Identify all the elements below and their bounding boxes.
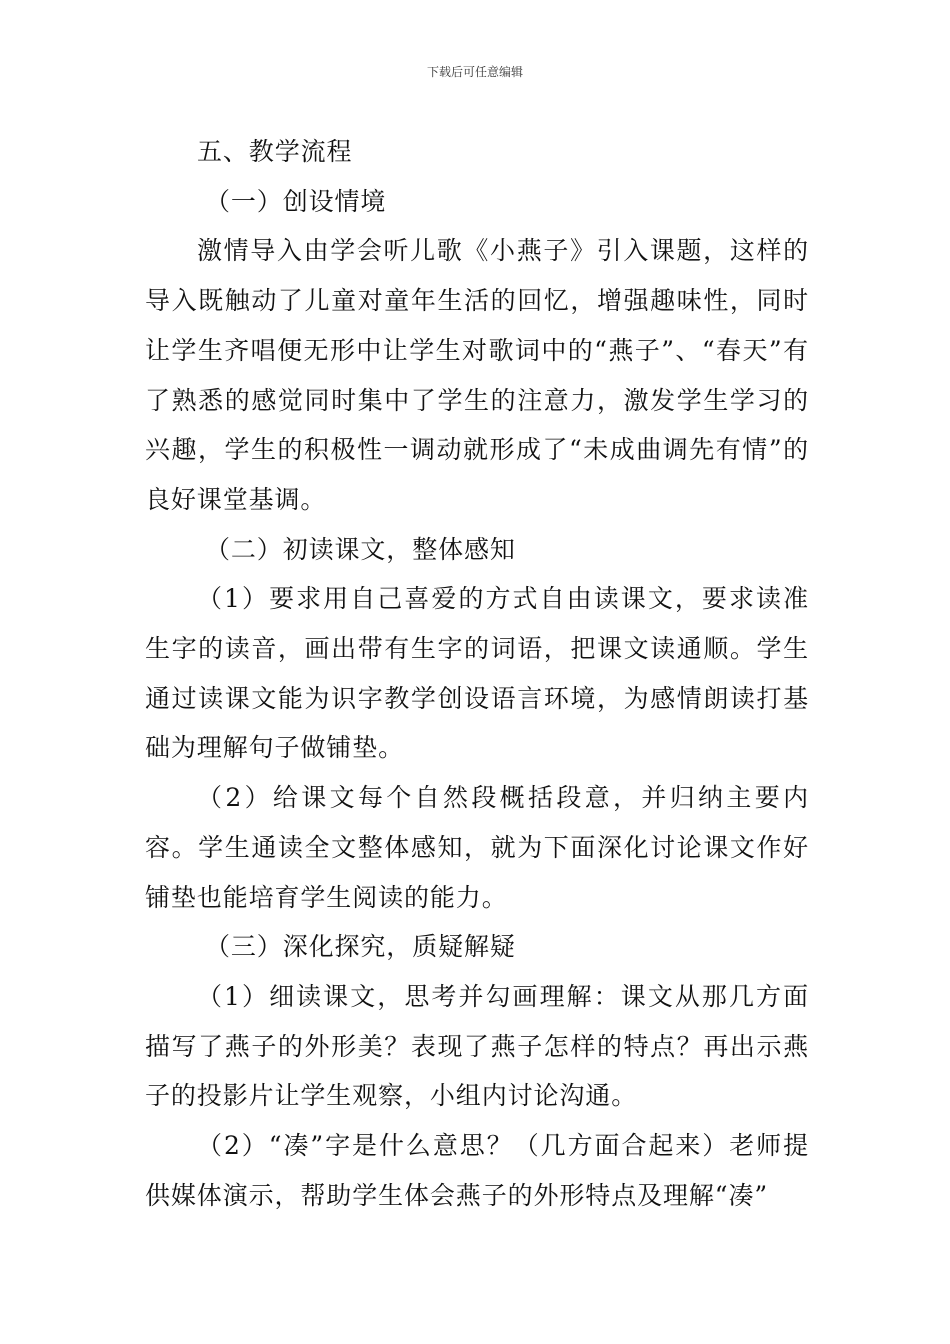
document-body bbox=[145, 127, 809, 1220]
paragraph: （2）给课文每个自然段概括段意，并归纳主要内容。学生通读全文整体感知，就为下面深化讨论课文作好铺垫也能培育学生阅读的能力。 bbox=[145, 783, 809, 912]
subsection-heading: （一）创设情境 bbox=[205, 186, 387, 216]
paragraph: （1）细读课文，思考并勾画理解：课文从那几方面描写了燕子的外形美？表现了燕子怎样的特点？再出示燕子的投影片让学生观察，小组内讨论沟通。 bbox=[145, 981, 809, 1111]
page-header: 下载后可任意编辑 bbox=[426, 65, 523, 79]
subsection-heading: （二）初读课文，整体感知 bbox=[205, 534, 516, 564]
paragraph: （2）“凑”字是什么意思？（几方面合起来）老师提供媒体演示，帮助学生体会燕子的外形特点及理解“凑” bbox=[145, 1131, 809, 1210]
section-heading: 五、教学流程 bbox=[197, 137, 353, 166]
paragraph: （1）要求用自己喜爱的方式自由读课文，要求读准生字的读音，画出带有生字的词语，把课文读通顺。学生通过读课文能为识字教学创设语言环境，为感情朗读打基础为理解句子做铺垫。 bbox=[145, 584, 809, 763]
subsection-heading: （三）深化探究，质疑解疑 bbox=[205, 932, 516, 962]
paragraph: 激情导入由学会听儿歌《小燕子》引入课题，这样的导入既触动了儿童对童年生活的回忆，增强趣味性，同时让学生齐唱便无形中让学生对歌词中的“燕子”、“春天”有了熟悉的感觉同时集中了学生的注意力，激发学生学习的兴趣，学生的积极性一调动就形成了“未成曲调先有情”的良好课堂基调。 bbox=[145, 236, 809, 514]
